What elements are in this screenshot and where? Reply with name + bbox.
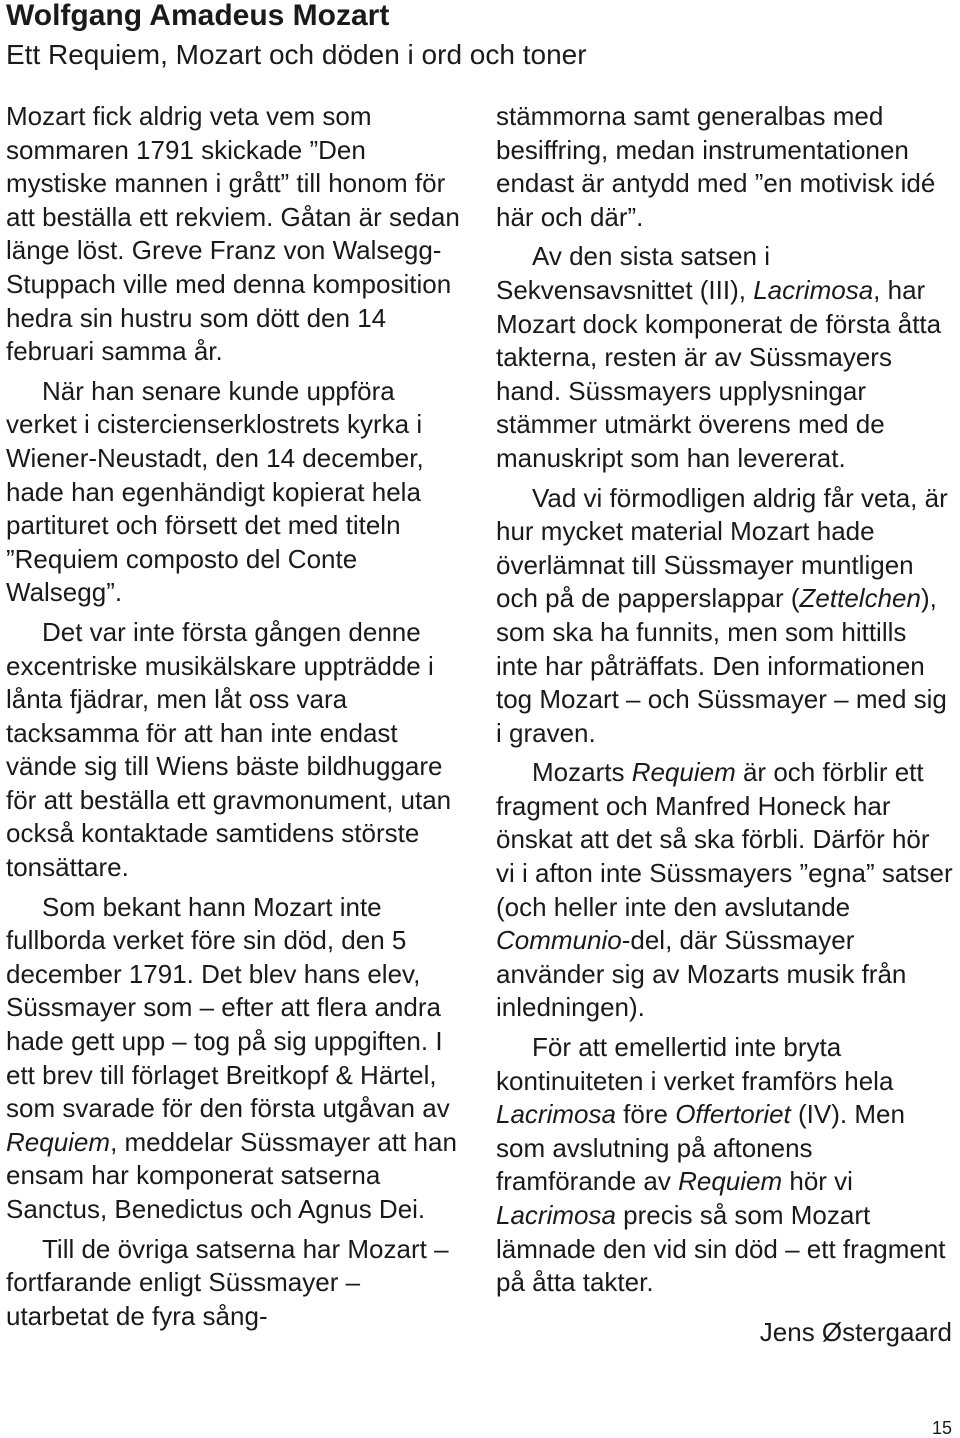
text-run: Det var inte första gången denne excentriske musikälskare uppträdde i lånta fjädrar, men låt oss vara tacksamma för att han inte endast vände sig till Wiens bäste bildhuggare för att beställa ett gravmonument, utan också kontaktade samtidens störste tonsättare. bbox=[6, 616, 452, 883]
italic-title: Lacrimosa bbox=[496, 1099, 616, 1130]
paragraph bbox=[496, 240, 954, 475]
text-run: ), som ska ha funnits, men som hittills inte har påträffats. Den informationen tog Mozart – och Süssmayer – med sig i graven. bbox=[496, 583, 947, 748]
text-run: Som bekant hann Mozart inte fullborda verket före sin död, den 5 december 1791. Det blev hans elev, Süssmayer som – efter att flera andra hade gett upp – tog på sig uppgiften. I ett brev till förlaget Breitkopf & Härtel, som svarade för den första utgåvan av bbox=[6, 891, 450, 1124]
paragraph bbox=[6, 1233, 468, 1334]
text-run: Till de övriga satserna har Mozart – fortfarande enligt Süssmayer – utarbetat de fyra sång- bbox=[6, 1233, 449, 1331]
paragraph bbox=[6, 375, 468, 610]
text-run: precis så som Mozart lämnade den vid sin död – ett fragment på åtta takter. bbox=[496, 1200, 946, 1298]
italic-title: Lacrimosa bbox=[753, 274, 874, 305]
text-run: , meddelar Süssmayer att han ensam har komponerat satserna Sanctus, Benedictus och Agnus Dei. bbox=[6, 1126, 457, 1224]
text-run: För att emellertid inte bryta kontinuiteten i verket framförs hela bbox=[496, 1032, 894, 1096]
italic-title: Offertoriet bbox=[675, 1099, 791, 1130]
text-run: När han senare kunde uppföra verket i cistercienserklostrets kyrka i Wiener-Neustadt, den 14 december, hade han egenhändigt kopierat hela partituret och försett det med titeln ”Requiem composto del Conte Walsegg”. bbox=[6, 375, 424, 608]
paragraph bbox=[6, 100, 468, 369]
left-column bbox=[6, 100, 468, 1339]
italic-title: Requiem bbox=[678, 1166, 783, 1197]
paragraph bbox=[496, 482, 954, 751]
text-run: Mozarts bbox=[532, 757, 632, 788]
text-run: före bbox=[615, 1099, 676, 1130]
text-run: Vad vi förmodligen aldrig får veta, är hur mycket material Mozart hade överlämnat till Süssmayer muntligen och på de papperslappar ( bbox=[496, 482, 948, 614]
text-run: Av den sista satsen i Sekvensavsnittet (III), bbox=[496, 241, 770, 305]
right-column bbox=[496, 100, 954, 1349]
text-run: -del, där Süssmayer använder sig av Mozarts musik från inledningen). bbox=[496, 925, 907, 1023]
text-run: hör vi bbox=[782, 1166, 853, 1197]
paragraph bbox=[496, 100, 954, 234]
paragraph bbox=[496, 1031, 954, 1300]
page-subtitle: Ett Requiem, Mozart och döden i ord och toner bbox=[6, 39, 587, 70]
text-run: stämmorna samt generalbas med besiffring, medan instrumentationen endast är antydd med ”en motivisk idé här och där”. bbox=[496, 101, 936, 232]
italic-title: Requiem bbox=[631, 757, 736, 788]
paragraph bbox=[6, 616, 468, 885]
italic-title: Communio bbox=[496, 925, 622, 956]
paragraph bbox=[6, 891, 468, 1227]
text-run: (IV). Men som avslutning på aftonens framförande av bbox=[496, 1099, 905, 1197]
text-run: är och förblir ett fragment och Manfred Honeck har önskat att det så ska förbli. Därför hör vi i afton inte Süssmayers ”egna” satser (och heller inte den avslutande bbox=[496, 757, 953, 922]
text-run: , har Mozart dock komponerat de första åtta takterna, resten är av Süssmayers hand. Süssmayers upplysningar stämmer utmärkt överens med de manuskript som han levererat. bbox=[496, 274, 942, 473]
italic-title: Requiem bbox=[6, 1126, 111, 1157]
author-signature: Jens Østergaard bbox=[759, 1316, 952, 1347]
paragraph bbox=[496, 756, 954, 1025]
italic-title: Zettelchen bbox=[799, 583, 921, 614]
page-title: Wolfgang Amadeus Mozart bbox=[6, 0, 390, 32]
italic-title: Lacrimosa bbox=[496, 1200, 616, 1230]
page-number: 15 bbox=[931, 1418, 952, 1438]
text-run: Mozart fick aldrig veta vem som sommaren 1791 skickade ”Den mystiske mannen i grått” till honom för att beställa ett rekviem. Gåtan är sedan länge löst. Greve Franz von Walsegg-Stuppach ville med denna komposition hedra sin hustru som dött den 14 februari samma år. bbox=[6, 101, 460, 367]
